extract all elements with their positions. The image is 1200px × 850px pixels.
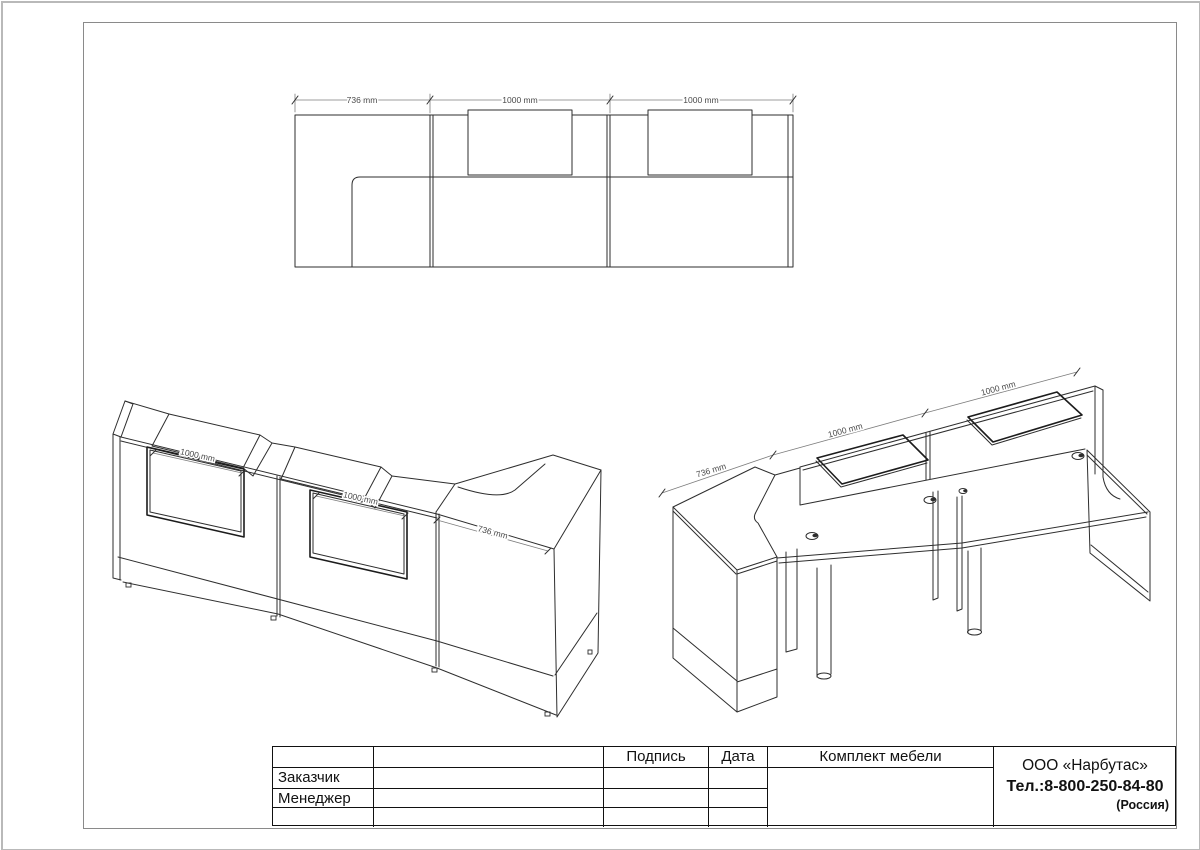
dimension-label: 736 mm [694, 460, 728, 480]
back-iso-view [659, 368, 1150, 712]
dimension-label: 1000 mm [826, 420, 864, 440]
title-block-cell [709, 808, 768, 827]
plan-view [292, 94, 796, 267]
manager-value-cell [374, 789, 604, 808]
title-block [272, 746, 1176, 826]
dimension-label: 1000 mm [683, 95, 719, 105]
title-block-cell [604, 808, 709, 827]
company-phone: Тел.:8-800-250-84-80 [1006, 778, 1164, 795]
furniture-set-title-cell: Комплект мебели [768, 747, 994, 768]
customer-value-cell [374, 768, 604, 789]
company-name: ООО «Нарбутас» [1022, 757, 1148, 774]
dimension-label: 1000 mm [502, 95, 538, 105]
title-block-cell [374, 808, 604, 827]
dimension-label: 736 mm [476, 523, 509, 541]
manager-date-cell [709, 789, 768, 808]
company-country: (Россия) [1116, 798, 1169, 812]
customer-signature-cell [604, 768, 709, 789]
signature-header-cell: Подпись [604, 747, 709, 768]
furniture-set-notes-cell [768, 768, 994, 827]
customer-label-cell: Заказчик [273, 768, 374, 789]
date-header-cell: Дата [709, 747, 768, 768]
manager-signature-cell [604, 789, 709, 808]
customer-date-cell [709, 768, 768, 789]
dimension-label: 1000 mm [979, 378, 1017, 398]
title-block-cell [273, 747, 374, 768]
dimension-label: 1000 mm [179, 446, 217, 464]
title-block-cell [374, 747, 604, 768]
dimension-label: 1000 mm [342, 489, 380, 507]
dimension-label: 736 mm [346, 95, 378, 105]
company-info [994, 747, 1176, 825]
title-block-cell [273, 808, 374, 827]
manager-label-cell: Менеджер [273, 789, 374, 808]
front-iso-view [113, 401, 601, 717]
